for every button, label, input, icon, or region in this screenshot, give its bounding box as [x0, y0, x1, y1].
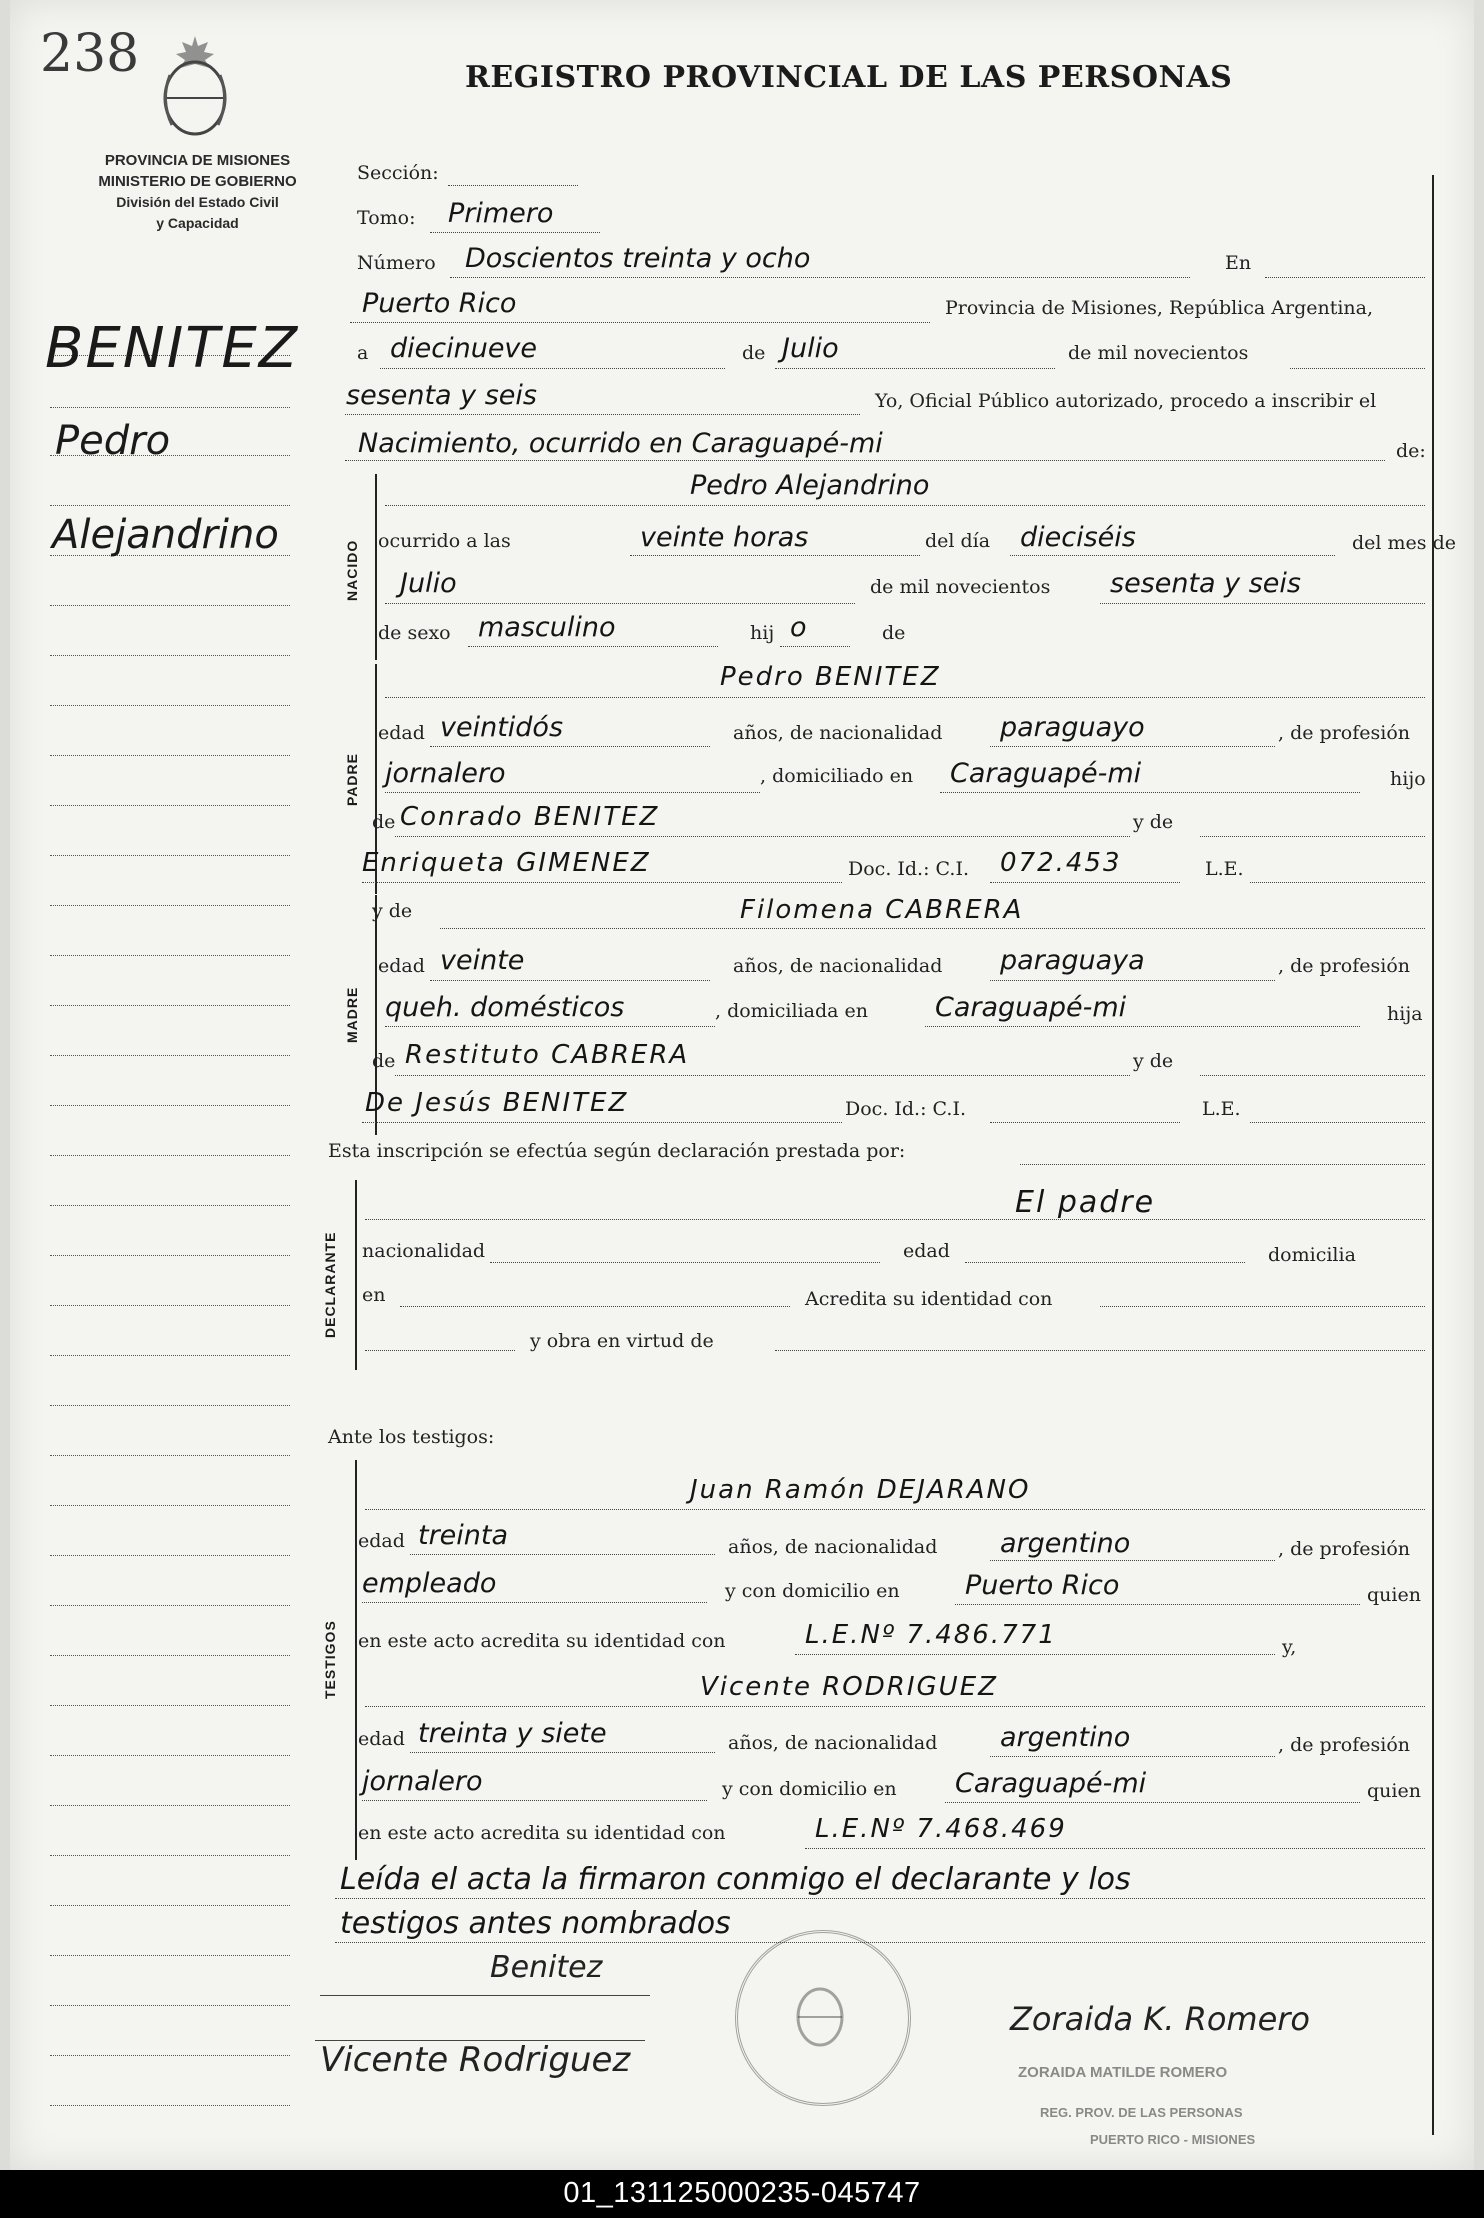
line-t1-doc: [795, 1654, 1275, 1655]
label-hij: hij: [750, 622, 775, 644]
label-madre-edad: edad: [378, 955, 425, 977]
right-border-line: [1432, 175, 1434, 2135]
label-t1-edad: edad: [358, 1530, 405, 1552]
label-hijo: hijo: [1390, 768, 1426, 790]
section-bracket-declarante: [355, 1180, 357, 1370]
value-padre-padre: Conrado BENITEZ: [400, 802, 660, 832]
value-nacido-nombre: Pedro Alejandrino: [690, 470, 930, 501]
line-madre-dom: [925, 1026, 1360, 1027]
line-t2-prof: [362, 1800, 707, 1801]
value-testigo2-dom: Caraguapé-mi: [955, 1768, 1147, 1799]
label-t1-profesion: , de profesión: [1278, 1538, 1410, 1560]
label-yo-oficial: Yo, Oficial Público autorizado, procedo a inscribir el: [875, 390, 1377, 412]
line-padre-madre: [362, 882, 842, 883]
line-mes: [775, 368, 1055, 369]
section-bracket-testigos: [355, 1460, 357, 1860]
label-padre-le: L.E.: [1205, 858, 1244, 880]
margin-first-name: Pedro: [55, 418, 171, 464]
line-acredita: [1100, 1306, 1425, 1307]
line-padre-padre: [395, 836, 1130, 837]
line-padre-edad: [430, 746, 710, 747]
line-madre-padre: [395, 1075, 1130, 1076]
line-madre-nac: [990, 980, 1275, 981]
section-label-padre: PADRE: [344, 753, 360, 807]
line-dia-nac: [1010, 555, 1335, 556]
label-madre-y-de: y de: [372, 900, 413, 922]
line-madre-y-de2: [1200, 1075, 1425, 1076]
line-t1-prof: [362, 1602, 707, 1603]
line-lugar: [350, 322, 930, 323]
line-nacido-nombre: [385, 505, 1425, 506]
label-t2-quien: quien: [1367, 1780, 1421, 1802]
value-hij-suffix: o: [790, 612, 807, 643]
value-testigo2-nombre: Vicente RODRIGUEZ: [700, 1672, 998, 1702]
label-t2-profesion: , de profesión: [1278, 1734, 1410, 1756]
label-t1-dom: y con domicilio en: [725, 1580, 900, 1602]
value-acto: Nacimiento, ocurrido en Caraguapé-mi: [358, 428, 883, 459]
line-y-de: [1200, 836, 1425, 837]
national-seal-icon: [150, 30, 240, 140]
line-padre-nac: [990, 746, 1275, 747]
label-t2-edad: edad: [358, 1728, 405, 1750]
line-acto: [345, 460, 1385, 461]
label-padre-edad: edad: [378, 722, 425, 744]
dept-line: PROVINCIA DE MISIONES: [104, 152, 291, 169]
label-ocurrido: ocurrido a las: [378, 530, 511, 552]
line-seccion: [448, 185, 578, 186]
value-dia-nac: dieciséis: [1020, 522, 1136, 553]
margin-second-name: Alejandrino: [52, 512, 279, 558]
document-id: 01_131125000235-045747: [563, 2177, 921, 2209]
label-madre-doc: Doc. Id.: C.I.: [845, 1098, 966, 1120]
label-de2: de: [882, 622, 906, 644]
value-padre-edad: veintidós: [440, 712, 564, 743]
label-de-colon: de:: [1396, 440, 1426, 462]
label-del-dia: del día: [925, 530, 991, 552]
value-testigo1-dom: Puerto Rico: [965, 1570, 1120, 1601]
line-padre-le: [1250, 882, 1425, 883]
label-de-mil: de mil novecientos: [1068, 342, 1249, 364]
value-padre-nac: paraguayo: [1000, 712, 1145, 743]
value-testigo1-prof: empleado: [362, 1568, 497, 1599]
line-t1-nac: [990, 1560, 1275, 1561]
line-inscripcion: [1020, 1164, 1425, 1165]
label-y-de: y de: [1133, 811, 1174, 833]
label-en: En: [1225, 252, 1252, 274]
section-label-declarante: DECLARANTE: [322, 1231, 338, 1339]
value-madre-prof: queh. domésticos: [385, 992, 625, 1023]
label-t1-anos: años, de nacionalidad: [728, 1536, 938, 1558]
line-t1-edad: [410, 1554, 715, 1555]
line-anio-nac: [1100, 603, 1425, 604]
line-padre-nombre: [385, 697, 1425, 698]
value-madre-nac: paraguaya: [1000, 945, 1145, 976]
value-mes: Julio: [782, 333, 839, 364]
closing-line-2: testigos antes nombrados: [340, 1906, 731, 1941]
stamp-emblem-icon: [785, 1975, 855, 2055]
label-t2-anos: años, de nacionalidad: [728, 1732, 938, 1754]
line-closing-1: [335, 1898, 1425, 1899]
value-anio: sesenta y seis: [346, 380, 537, 411]
value-sexo: masculino: [478, 612, 616, 643]
line-closing-2: [335, 1942, 1425, 1943]
stamp-line: REG. PROV. DE LAS PERSONAS: [1040, 2105, 1243, 2120]
line-anio: [345, 414, 860, 415]
line-numero: [450, 277, 1190, 278]
line-madre-nombre: [440, 928, 1425, 929]
value-testigo1-nombre: Juan Ramón DEJARANO: [690, 1475, 1031, 1505]
value-padre-dom: Caraguapé-mi: [950, 758, 1142, 789]
line-t2-edad: [410, 1752, 715, 1753]
folio-number: 238: [40, 24, 140, 84]
label-t2-dom: y con domicilio en: [722, 1778, 897, 1800]
label-decl-edad: edad: [903, 1240, 950, 1262]
dept-line: y Capacidad: [156, 215, 239, 231]
value-testigo2-prof: jornalero: [362, 1766, 483, 1797]
signature-oficial: Zoraida K. Romero: [1010, 2000, 1310, 2038]
value-padre-nombre: Pedro BENITEZ: [720, 662, 941, 692]
label-t2-acto: en este acto acredita su identidad con: [358, 1822, 726, 1844]
value-testigo1-nac: argentino: [1000, 1528, 1131, 1559]
label-acredita: Acredita su identidad con: [805, 1288, 1053, 1310]
label-de-mil2: de mil novecientos: [870, 576, 1051, 598]
label-t1-quien: quien: [1367, 1584, 1421, 1606]
stamp-name: ZORAIDA MATILDE ROMERO: [1018, 2064, 1228, 2081]
label-ante-testigos: Ante los testigos:: [328, 1426, 495, 1448]
value-madre-madre: De Jesús BENITEZ: [365, 1088, 629, 1118]
line-testigo1-nombre: [365, 1509, 1425, 1510]
line-decl-edad: [965, 1262, 1245, 1263]
line-declarante: [365, 1219, 1425, 1220]
line-signature-1: [320, 1995, 650, 1996]
department-header: [55, 150, 340, 234]
label-del-mes: del mes de: [1352, 532, 1456, 554]
line-t1-dom: [955, 1604, 1360, 1605]
line-mes-nac: [385, 603, 855, 604]
line-sexo: [468, 646, 718, 647]
dept-line: MINISTERIO DE GOBIERNO: [98, 173, 297, 190]
line-padre-ci: [990, 882, 1180, 883]
label-madre-profesion: , de profesión: [1278, 955, 1410, 977]
label-madre-de: de: [372, 1050, 396, 1072]
line-hij: [780, 646, 850, 647]
value-hora: veinte horas: [640, 522, 809, 553]
line-en: [1265, 277, 1425, 278]
value-mes-nac: Julio: [400, 568, 457, 599]
value-declarante: El padre: [1015, 1185, 1156, 1220]
label-domiciliado: , domiciliado en: [760, 765, 914, 787]
line-dia: [380, 368, 725, 369]
stamp-place: PUERTO RICO - MISIONES: [1090, 2132, 1256, 2147]
margin-surname: BENITEZ: [45, 316, 300, 381]
label-obra: y obra en virtud de: [530, 1330, 714, 1352]
section-label-madre: MADRE: [344, 986, 360, 1044]
label-tomo: Tomo:: [357, 207, 416, 229]
label-numero: Número: [357, 252, 436, 274]
value-madre-padre: Restituto CABRERA: [405, 1040, 690, 1070]
value-lugar: Puerto Rico: [362, 288, 517, 319]
value-anio-nac: sesenta y seis: [1110, 568, 1301, 599]
value-padre-prof: jornalero: [385, 758, 506, 789]
line-padre-dom: [940, 792, 1360, 793]
signature-testigo: Vicente Rodriguez: [320, 2040, 631, 2080]
line-hora: [630, 555, 920, 556]
signature-declarante: Benitez: [490, 1950, 603, 1985]
line-t2-nac: [990, 1756, 1275, 1757]
section-label-testigos: TESTIGOS: [322, 1620, 338, 1700]
label-inscripcion: Esta inscripción se efectúa según declaración prestada por:: [328, 1140, 906, 1162]
line-obra: [775, 1350, 1425, 1351]
line-madre-ci: [990, 1122, 1180, 1123]
label-seccion: Sección:: [357, 162, 439, 184]
line-t2-doc: [805, 1848, 1425, 1849]
value-testigo2-nac: argentino: [1000, 1722, 1131, 1753]
label-de-sexo: de sexo: [378, 622, 451, 644]
line-obra-pre: [365, 1350, 515, 1351]
value-padre-madre: Enriqueta GIMENEZ: [362, 848, 651, 878]
label-a: a: [357, 342, 369, 364]
label-domicilia: domicilia: [1268, 1244, 1356, 1266]
label-padre-profesion: , de profesión: [1278, 722, 1410, 744]
label-provincia: Provincia de Misiones, República Argentina,: [945, 297, 1374, 319]
label-padre-anos: años, de nacionalidad: [733, 722, 943, 744]
line-decl-en: [400, 1306, 790, 1307]
value-madre-nombre: Filomena CABRERA: [740, 895, 1024, 925]
value-testigo1-doc: L.E.Nº 7.486.771: [805, 1620, 1057, 1650]
value-tomo: Primero: [448, 198, 554, 229]
value-numero: Doscientos treinta y ocho: [465, 243, 811, 274]
line-nacionalidad: [490, 1262, 880, 1263]
value-testigo2-doc: L.E.Nº 7.468.469: [815, 1814, 1067, 1844]
value-testigo1-edad: treinta: [418, 1520, 509, 1551]
value-testigo2-edad: treinta y siete: [418, 1718, 607, 1749]
label-nacionalidad: nacionalidad: [362, 1240, 486, 1262]
section-bracket-nacido: [375, 474, 377, 660]
value-dia: diecinueve: [390, 333, 538, 364]
section-label-nacido: NACIDO: [344, 539, 360, 601]
label-t1-y: y,: [1282, 1636, 1297, 1658]
line-madre-madre: [362, 1122, 842, 1123]
value-padre-ci: 072.453: [1000, 848, 1122, 878]
label-madre-anos: años, de nacionalidad: [733, 955, 943, 977]
label-de: de: [742, 342, 766, 364]
label-t1-acto: en este acto acredita su identidad con: [358, 1630, 726, 1652]
line-tomo: [430, 232, 600, 233]
line-padre-prof: [385, 792, 760, 793]
label-domiciliada: , domiciliada en: [715, 1000, 868, 1022]
label-hija: hija: [1387, 1003, 1423, 1025]
value-madre-dom: Caraguapé-mi: [935, 992, 1127, 1023]
label-decl-en: en: [362, 1284, 386, 1306]
line-madre-le: [1250, 1122, 1425, 1123]
dept-line: División del Estado Civil: [116, 194, 279, 210]
label-madre-le: L.E.: [1202, 1098, 1241, 1120]
line-madre-edad: [430, 980, 710, 981]
line-t2-dom: [945, 1802, 1360, 1803]
value-madre-edad: veinte: [440, 945, 525, 976]
line-de-mil: [1290, 368, 1425, 369]
line-madre-prof: [385, 1026, 715, 1027]
document-title: REGISTRO PROVINCIAL DE LAS PERSONAS: [465, 60, 1233, 95]
label-padre-doc: Doc. Id.: C.I.: [848, 858, 969, 880]
line-testigo2-nombre: [365, 1706, 1425, 1707]
label-madre-y-de2: y de: [1133, 1050, 1174, 1072]
closing-line-1: Leída el acta la firmaron conmigo el declarante y los: [340, 1862, 1131, 1897]
label-de3: de: [372, 811, 396, 833]
